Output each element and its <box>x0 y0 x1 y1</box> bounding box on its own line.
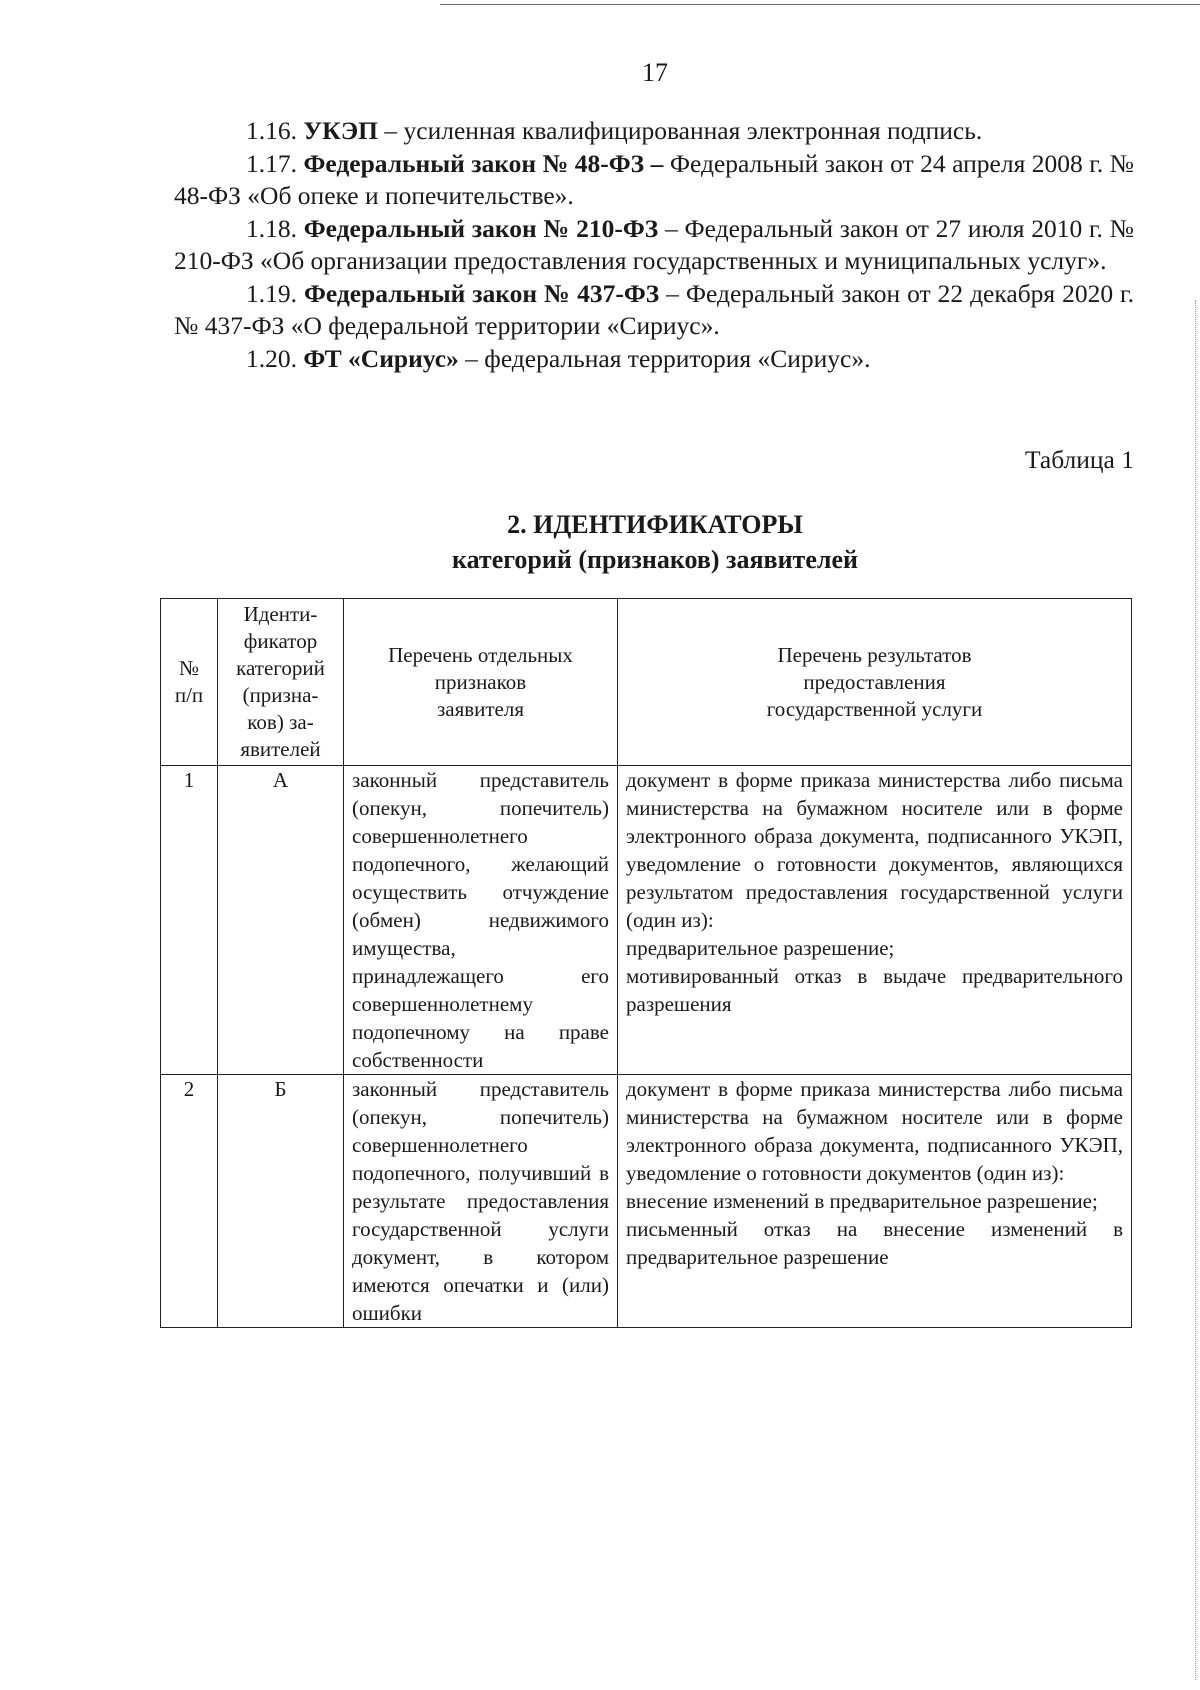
result-text: письменный отказ на внесение изменений в предварительное разрешение <box>626 1217 1123 1269</box>
header-line: фикатор <box>243 629 318 653</box>
header-line: категорий <box>236 656 325 680</box>
definition-item <box>174 278 1134 343</box>
header-results <box>618 599 1132 766</box>
header-line: Перечень результатов <box>777 642 972 667</box>
definition-term: ФТ «Сириус» <box>303 343 459 373</box>
header-line: Перечень отдельных <box>388 642 573 667</box>
definition-item <box>174 115 1134 148</box>
table-row <box>161 766 1132 1075</box>
definition-number: 1.18. <box>246 213 297 243</box>
header-line: п/п <box>174 683 204 707</box>
top-rule <box>440 4 1200 5</box>
section-heading <box>160 507 1150 577</box>
cell-num: 1 <box>161 766 218 1075</box>
definition-text: – Федеральный закон от 22 декабря 2020 г. № 437-ФЗ «О федеральной территории «Сириус». <box>174 278 1134 340</box>
result-text: мотивированный отказ в выдаче предварительного разрешения <box>626 964 1123 1016</box>
cell-num: 2 <box>161 1075 218 1328</box>
result-text: документ в форме приказа министерства либо письма министерства на бумажном носителе или в форме электронного образа документа, подписанного УКЭП, уведомление о готовности документов (один из): <box>626 1077 1123 1185</box>
header-id <box>218 599 344 766</box>
definition-text: Федеральный закон от 24 апреля 2008 г. № 48-ФЗ «Об опеке и попечительстве». <box>174 148 1134 210</box>
definition-text: – Федеральный закон от 27 июля 2010 г. № 210-ФЗ «Об организации предоставления государственных и муниципальных услуг». <box>174 213 1134 275</box>
header-line: Иденти- <box>243 602 318 626</box>
cell-id: Б <box>218 1075 344 1328</box>
table-row <box>161 1075 1132 1328</box>
definition-term: Федеральный закон № 437-ФЗ <box>303 278 660 308</box>
header-signs <box>344 599 618 766</box>
table-label: Таблица 1 <box>1024 445 1134 474</box>
header-line: № <box>178 656 200 680</box>
definition-number: 1.17. <box>246 148 297 178</box>
header-line: заявителя <box>436 696 525 721</box>
header-num <box>161 599 218 766</box>
definition-term: УКЭП <box>303 116 379 145</box>
result-text: документ в форме приказа министерства либо письма министерства на бумажном носителе или в форме электронного образа документа, подписанного УКЭП, уведомление о готовности документов, являющихся результатом предоставления государственной услуги (один из): <box>626 768 1123 932</box>
header-line: государственной услуги <box>766 696 983 721</box>
definition-term: Федеральный закон № 210-ФЗ <box>303 213 659 243</box>
cell-signs: законный представитель (опекун, попечитель) совершеннолетнего подопечного, получивший в результате предоставления государственной услуги документ, в котором имеются опечатки и (или) ошибки <box>344 1075 618 1328</box>
header-line: предоставления <box>803 669 946 694</box>
result-text: предварительное разрешение; <box>626 936 895 960</box>
header-line: (призна- <box>242 683 319 707</box>
definitions-list <box>174 115 1134 375</box>
definition-item <box>174 148 1134 213</box>
section-title: 2. ИДЕНТИФИКАТОРЫ <box>507 510 803 539</box>
result-text: внесение изменений в предварительное разрешение; <box>626 1189 1098 1213</box>
page-number: 17 <box>642 58 668 87</box>
identifiers-table <box>160 598 1132 1328</box>
cell-results <box>618 1075 1132 1328</box>
definition-number: 1.16. <box>246 116 297 145</box>
definition-text: – усиленная квалифицированная электронная подпись. <box>378 116 983 145</box>
header-line: признаков <box>434 669 527 694</box>
definition-number: 1.19. <box>246 278 297 308</box>
section-subtitle: категорий (признаков) заявителей <box>452 545 858 574</box>
definition-item <box>174 213 1134 278</box>
table-header-row <box>161 599 1132 766</box>
cell-results <box>618 766 1132 1075</box>
definition-text: – федеральная территория «Сириус». <box>458 343 871 373</box>
definition-item <box>174 343 1134 376</box>
header-line: ков) за- <box>247 710 314 734</box>
definition-number: 1.20. <box>246 343 297 373</box>
definition-term: Федеральный закон № 48-ФЗ – <box>303 148 664 178</box>
margin-dotted-line <box>1195 300 1196 1680</box>
header-line: явителей <box>240 737 321 761</box>
cell-id: А <box>218 766 344 1075</box>
cell-signs: законный представитель (опекун, попечитель) совершеннолетнего подопечного, желающий осуществить отчуждение (обмен) недвижимого имущества, принадлежащего его совершеннолетнему подопечному на праве собственности <box>344 766 618 1075</box>
